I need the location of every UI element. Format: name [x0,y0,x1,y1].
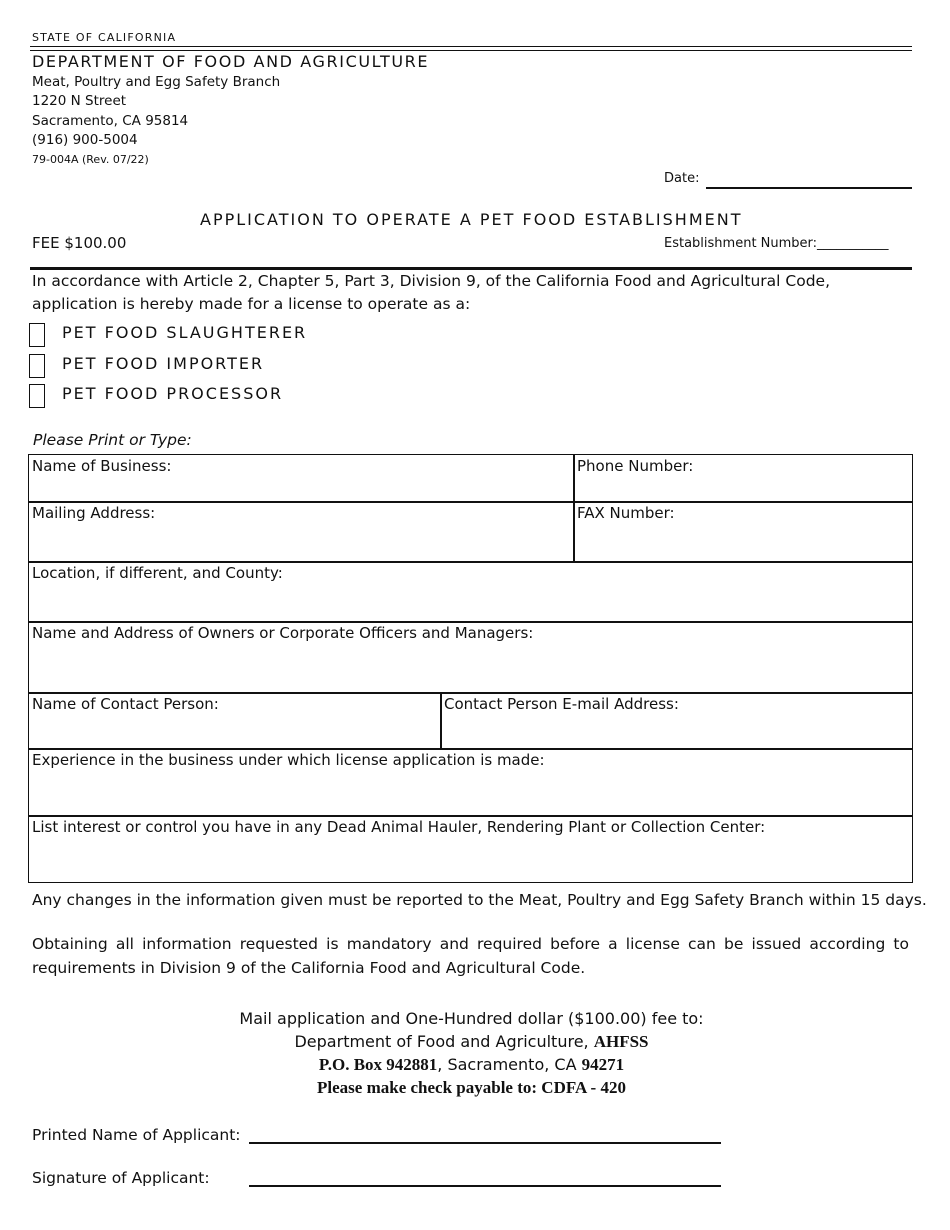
col-divider-2 [440,692,442,749]
mailing-check-note: Please make check payable to: CDFA - 420 [317,1078,626,1097]
contact-person-field[interactable]: Name of Contact Person: [32,695,219,713]
mailing-address-field[interactable]: Mailing Address: [32,504,156,522]
location-field[interactable]: Location, if different, and County: [32,564,283,582]
row-divider-6 [28,815,913,817]
mailing-po-box: P.O. Box 942881 [318,1055,438,1074]
date-input-line[interactable] [706,187,912,189]
mailing-line-1: Mail application and One-Hundred dollar ($100.00) fee to: [239,1009,704,1028]
option-importer-label: PET FOOD IMPORTER [62,354,265,373]
experience-field[interactable]: Experience in the business under which license application is made: [32,751,545,769]
mailing-department: Department of Food and Agriculture, [294,1032,594,1051]
row-divider-2 [28,561,913,563]
checkbox-slaughterer[interactable] [29,323,45,347]
department-name: DEPARTMENT OF FOOD AND AGRICULTURE [32,52,430,71]
owners-field[interactable]: Name and Address of Owners or Corporate Officers and Managers: [32,624,534,642]
notice-changes: Any changes in the information given must be reported to the Meat, Poultry and Egg Safety Branch within 15 days. [32,891,927,909]
phone-number: (916) 900-5004 [32,132,138,148]
form-title: APPLICATION TO OPERATE A PET FOOD ESTABLISHMENT [200,210,743,229]
header-rule-bottom [30,50,912,51]
interest-field[interactable]: List interest or control you have in any Dead Animal Hauler, Rendering Plant or Collection Center: [32,818,766,836]
city-address: Sacramento, CA 95814 [32,113,189,129]
establishment-number[interactable]: Establishment Number:___________ [664,236,889,251]
row-divider-5 [28,748,913,750]
row-divider-3 [28,621,913,623]
date-label: Date: [664,171,700,186]
printed-name-input-line[interactable] [249,1142,721,1144]
street-address: 1220 N Street [32,93,127,109]
col-divider-1 [573,454,575,562]
mailing-ahfss: AHFSS [593,1032,649,1051]
mailing-line-2 [0,1032,943,1052]
printed-name-label: Printed Name of Applicant: [32,1126,241,1144]
checkbox-processor[interactable] [29,384,45,408]
option-processor-label: PET FOOD PROCESSOR [62,384,284,403]
signature-input-line[interactable] [249,1185,721,1187]
phone-number-field[interactable]: Phone Number: [577,457,694,475]
mailing-city: , Sacramento, CA [437,1055,582,1074]
mailing-zip: 94271 [581,1055,625,1074]
row-divider-1 [28,501,913,503]
signature-label: Signature of Applicant: [32,1169,210,1187]
branch-name: Meat, Poultry and Egg Safety Branch [32,74,281,90]
fax-number-field[interactable]: FAX Number: [577,504,675,522]
form-number: 79-004A (Rev. 07/22) [32,153,149,166]
notice-mandatory: Obtaining all information requested is mandatory and required before a license can be issued according to requirements in Division 9 of the California Food and Agricultural Code. [32,935,909,977]
intro-text: In accordance with Article 2, Chapter 5, Part 3, Division 9, of the California Food and Agricultural Code, application is hereby made for a license to operate as a: [32,272,831,313]
checkbox-importer[interactable] [29,354,45,378]
business-name-field[interactable]: Name of Business: [32,457,172,475]
header-rule-top [30,46,912,47]
row-divider-4 [28,692,913,694]
print-note: Please Print or Type: [33,431,192,449]
mailing-line-3 [0,1055,943,1075]
option-slaughterer-label: PET FOOD SLAUGHTERER [62,323,308,342]
state-label: STATE OF CALIFORNIA [32,31,177,44]
contact-email-field[interactable]: Contact Person E-mail Address: [444,695,679,713]
fee-label: FEE $100.00 [32,234,127,252]
